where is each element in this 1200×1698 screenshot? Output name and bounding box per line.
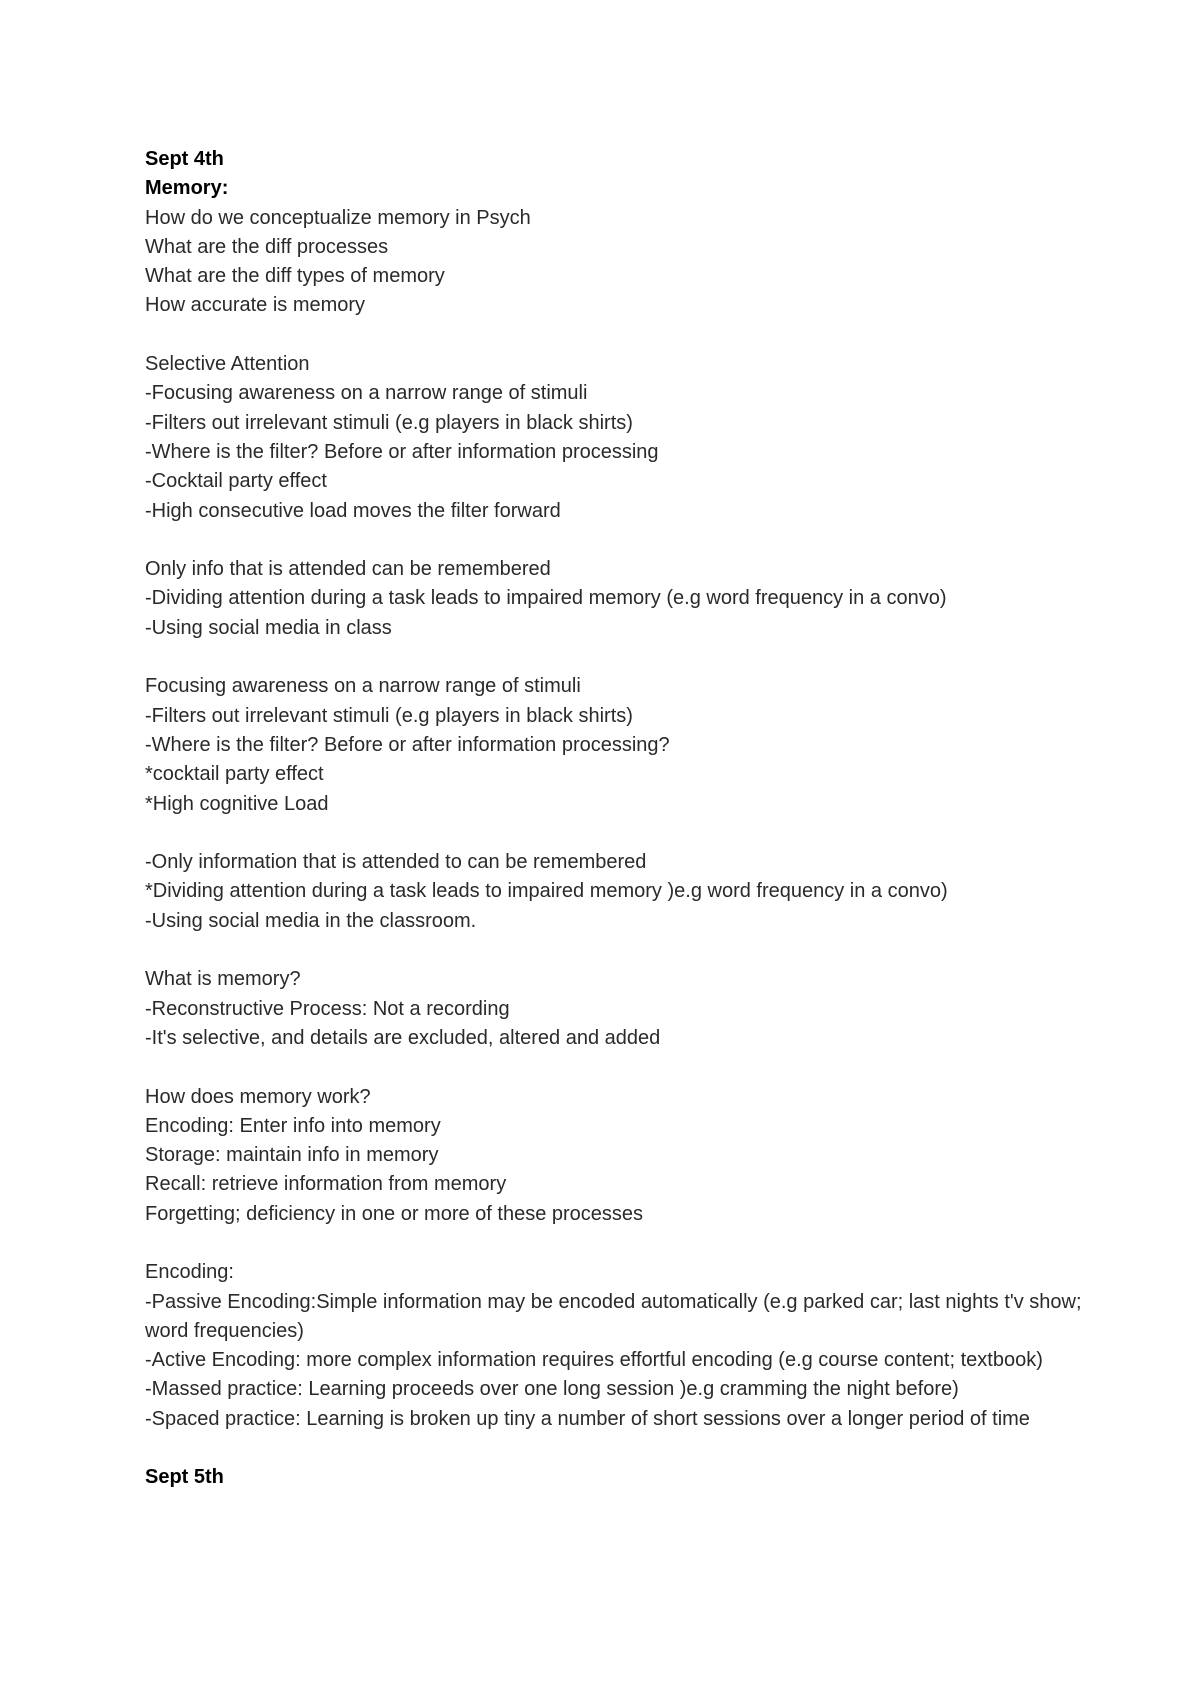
note-line: Storage: maintain info in memory [145,1144,439,1167]
spacer [145,936,1085,965]
note-line: Forgetting; deficiency in one or more of these processes [145,1202,644,1225]
note-line: -It's selective, and details are excluded, altered and added [145,1026,661,1049]
block-heading: How does memory work? [145,1085,371,1108]
note-line: Encoding: Enter info into memory [145,1114,441,1137]
document-body [145,145,1085,1493]
section-topic: Memory: [145,177,229,200]
note-line: -Where is the filter? Before or after information processing [145,440,659,463]
note-line: Recall: retrieve information from memory [145,1173,507,1196]
note-line: -Spaced practice: Learning is broken up tiny a number of short sessions over a longer period of time [145,1407,1030,1430]
note-line: -Active Encoding: more complex information requires effortful encoding (e.g course content; textbook) [145,1349,1043,1372]
note-line: -Focusing awareness on a narrow range of stimuli [145,382,588,405]
note-line: -High consecutive load moves the filter forward [145,499,561,522]
intro-line: How do we conceptualize memory in Psych [145,206,531,229]
spacer [145,1434,1085,1463]
intro-line: How accurate is memory [145,294,366,317]
block-heading: What is memory? [145,968,301,991]
spacer [145,819,1085,848]
note-line: -Filters out irrelevant stimuli (e.g players in black shirts) [145,704,633,727]
block-heading: -Only information that is attended to can be remembered [145,851,647,874]
note-line: -Using social media in the classroom. [145,909,477,932]
note-line: -Using social media in class [145,616,392,639]
note-line: *High cognitive Load [145,792,329,815]
spacer [145,1053,1085,1082]
note-line: -Massed practice: Learning proceeds over one long session )e.g cramming the night before) [145,1378,959,1401]
block-heading: Focusing awareness on a narrow range of stimuli [145,675,581,698]
note-line: -Passive Encoding:Simple information may be encoded automatically (e.g parked car; last nights t'v show; word frequencies) [145,1290,1082,1342]
note-line: -Reconstructive Process: Not a recording [145,997,510,1020]
intro-line: What are the diff types of memory [145,265,445,288]
note-line: *cocktail party effect [145,763,324,786]
section-date: Sept 5th [145,1466,224,1489]
note-line: -Where is the filter? Before or after information processing? [145,733,670,756]
spacer [145,1229,1085,1258]
note-line: -Cocktail party effect [145,470,327,493]
note-line: *Dividing attention during a task leads to impaired memory )e.g word frequency in a convo) [145,880,948,903]
note-line: -Filters out irrelevant stimuli (e.g players in black shirts) [145,411,633,434]
spacer [145,526,1085,555]
note-line: -Dividing attention during a task leads to impaired memory (e.g word frequency in a convo) [145,587,947,610]
spacer [145,321,1085,350]
block-heading: Only info that is attended can be remembered [145,558,551,581]
block-heading: Encoding: [145,1261,234,1284]
block-heading: Selective Attention [145,353,310,376]
intro-line: What are the diff processes [145,235,389,258]
spacer [145,643,1085,672]
section-date: Sept 4th [145,148,224,170]
